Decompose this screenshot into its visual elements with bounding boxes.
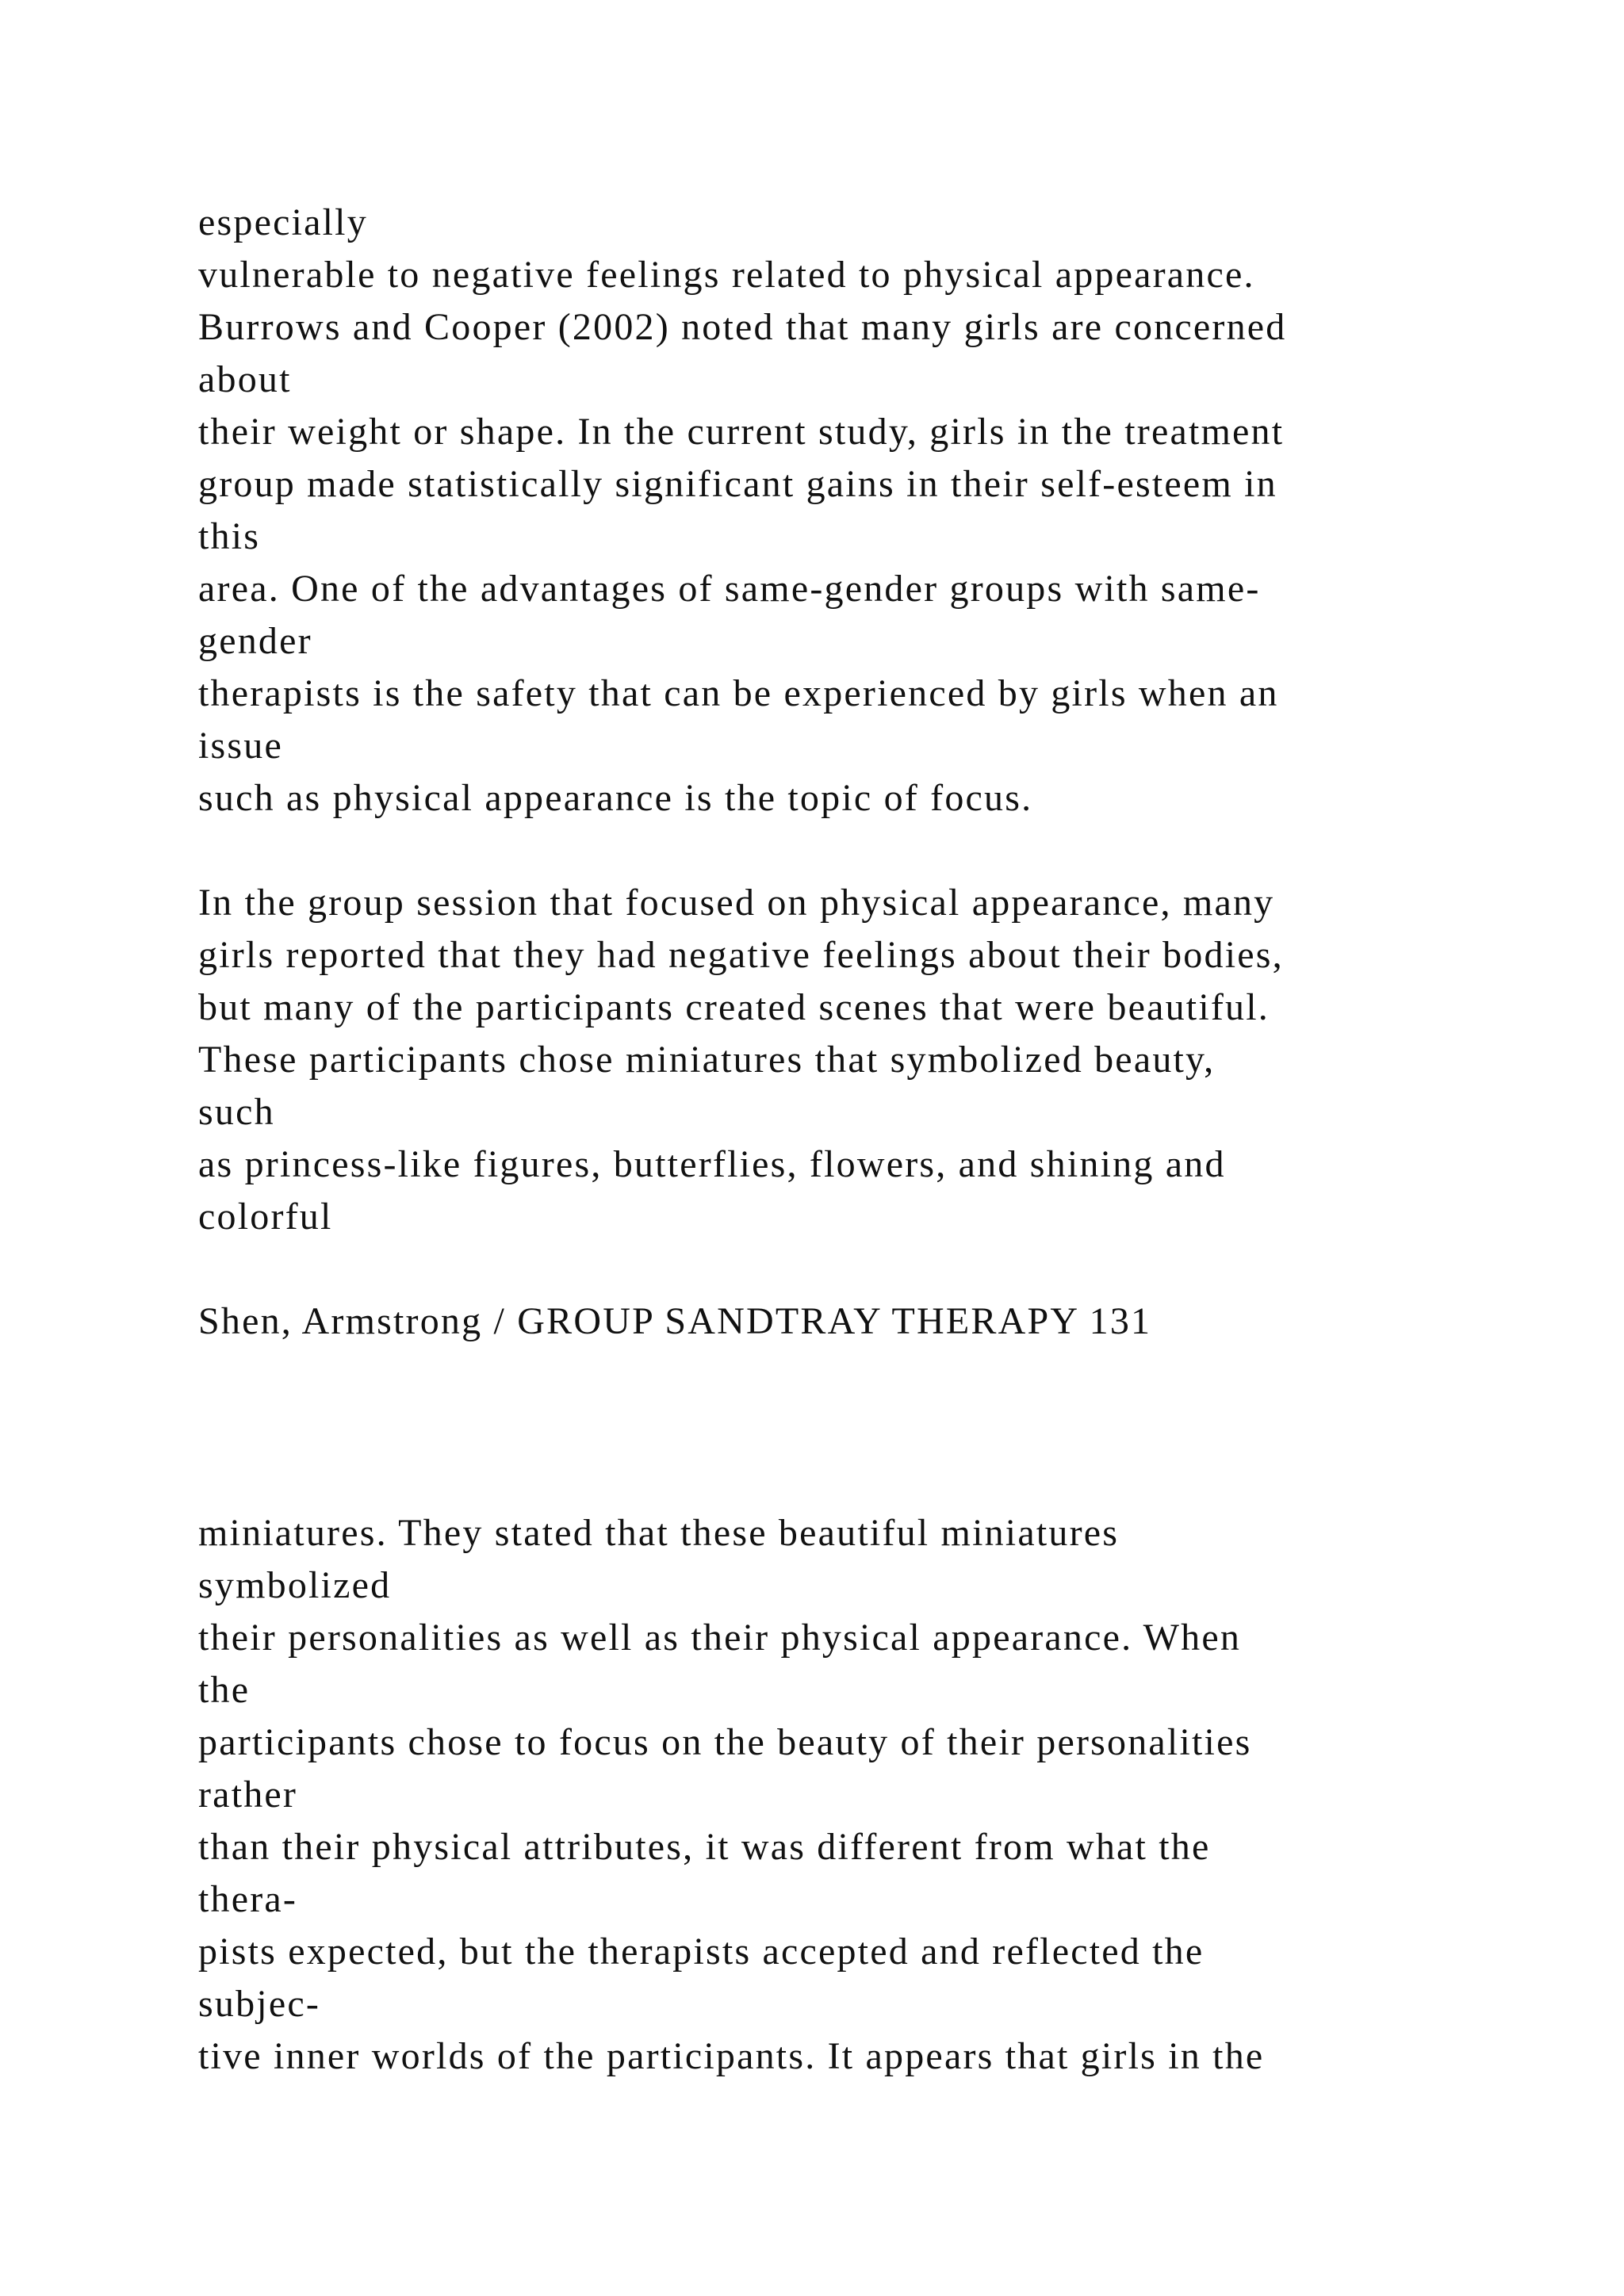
text-line: area. One of the advantages of same-gender groups with same- [198, 568, 1261, 610]
text-line: group made statistically significant gains in their self-esteem in [198, 463, 1277, 505]
text-line: but many of the participants created scenes that were beautiful. [198, 986, 1270, 1028]
text-line: symbolized [198, 1564, 392, 1606]
text-line: subjec- [198, 1983, 321, 2025]
running-footer: Shen, Armstrong / GROUP SANDTRAY THERAPY 131 [198, 1300, 1152, 1342]
text-line: such as physical appearance is the topic of focus. [198, 777, 1033, 819]
text-line: In the group session that focused on physical appearance, many [198, 882, 1275, 924]
text-line: colorful [198, 1196, 333, 1238]
text-line: than their physical attributes, it was different from what the [198, 1826, 1211, 1868]
text-line: therapists is the safety that can be experienced by girls when an [198, 672, 1279, 714]
text-line: about [198, 358, 292, 400]
paragraph-break [198, 1243, 1546, 1295]
text-line: vulnerable to negative feelings related to physical appearance. [198, 254, 1255, 296]
text-line: their personalities as well as their physical appearance. When [198, 1617, 1242, 1659]
text-block-lower [198, 1507, 1546, 2083]
text-line: gender [198, 620, 312, 662]
text-line: rather [198, 1774, 298, 1816]
text-line: especially [198, 201, 368, 243]
text-line: These participants chose miniatures that symbolized beauty, [198, 1039, 1216, 1081]
text-line: issue [198, 725, 283, 767]
text-line: pists expected, but the therapists accepted and reflected the [198, 1931, 1205, 1973]
text-line: girls reported that they had negative feelings about their bodies, [198, 934, 1284, 976]
text-line: miniatures. They stated that these beautiful miniatures [198, 1512, 1120, 1554]
paragraph-break [198, 825, 1546, 877]
text-line: their weight or shape. In the current study, girls in the treatment [198, 411, 1285, 453]
text-line: such [198, 1091, 275, 1133]
text-line: the [198, 1669, 251, 1711]
text-line: this [198, 515, 261, 557]
text-line: as princess-like figures, butterflies, flowers, and shining and [198, 1143, 1226, 1185]
text-block-upper [198, 197, 1546, 1348]
text-line: thera- [198, 1878, 298, 1920]
text-line: tive inner worlds of the participants. It appears that girls in the [198, 2035, 1265, 2077]
text-line: participants chose to focus on the beauty of their personalities [198, 1721, 1252, 1763]
text-line: Burrows and Cooper (2002) noted that many girls are concerned [198, 306, 1287, 348]
